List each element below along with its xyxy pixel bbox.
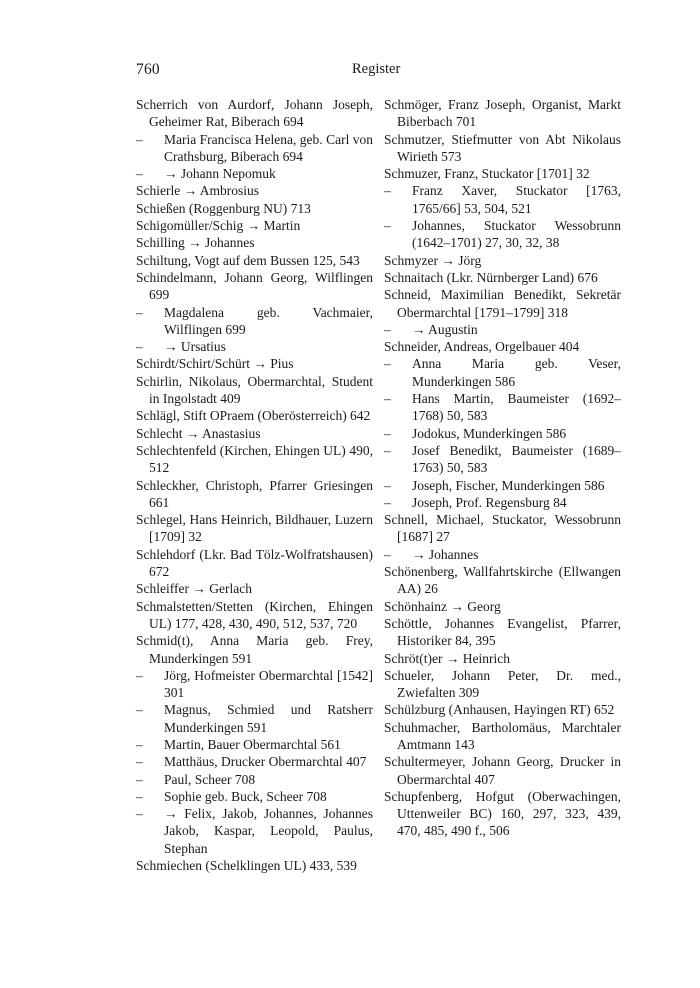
index-subentry [136, 338, 373, 355]
entry-text: Schierle → Ambrosius [136, 183, 259, 199]
entry-text: Schmalstetten/Stetten (Kirchen, Ehingen UL) 177, 428, 430, 490, 512, 537, 720 [136, 598, 373, 631]
index-entry [136, 425, 373, 442]
subentry-dash: – [384, 321, 391, 337]
index-subentry [384, 477, 621, 494]
entry-text: Schlechtenfeld (Kirchen, Ehingen UL) 490, 512 [136, 442, 373, 476]
entry-text: Schlägl, Stift OPraem (Oberösterreich) 642 [136, 408, 371, 424]
entry-text: Paul, Scheer 708 [164, 771, 256, 787]
entry-text: Jörg, Hofmeister Obermarchtal [1542] 301 [164, 667, 373, 701]
index-entry [136, 200, 373, 217]
entry-text: Schmutzer, Stiefmutter von Abt Nikolaus Wirieth 573 [384, 131, 621, 164]
entry-text: Joseph, Fischer, Munderkingen 586 [412, 477, 605, 493]
entry-text: Schönenberg, Wallfahrtskirche (Ellwangen AA) 26 [384, 564, 621, 597]
entry-text: Schilling → Johannes [136, 235, 255, 251]
index-entry [136, 857, 373, 874]
index-entry [384, 563, 621, 598]
entry-text: Hans Martin, Baumeister (1692–1768) 50, 583 [412, 391, 621, 424]
index-subentry [384, 355, 621, 390]
index-subentry [384, 546, 621, 563]
index-entry [136, 269, 373, 304]
entry-text: Schirlin, Nikolaus, Obermarchtal, Student in Ingolstadt 409 [136, 373, 373, 407]
subentry-dash: – [136, 771, 143, 787]
entry-text: Schöttle, Johannes Evangelist, Pfarrer, Historiker 84, 395 [384, 615, 621, 649]
entry-text: Franz Xaver, Stuckator [1763, 1765/66] 53, 504, 521 [412, 183, 621, 216]
index-column-right [384, 96, 621, 840]
index-entry [384, 269, 621, 286]
index-entry [384, 667, 621, 702]
index-subentry [136, 165, 373, 182]
entry-text: Schigomüller/Schig → Martin [136, 218, 301, 234]
index-entry [384, 598, 621, 615]
entry-text: Schönhainz → Georg [384, 598, 501, 614]
entry-text: Schleckher, Christoph, Pfarrer Griesingen 661 [136, 477, 373, 510]
subentry-dash: – [384, 218, 391, 234]
entry-text: Schneid, Maximilian Benedikt, Sekretär Obermarchtal [1791–1799] 318 [384, 287, 621, 320]
index-entry [384, 788, 621, 840]
entry-text: → Johannes [412, 546, 479, 562]
index-subentry [136, 771, 373, 788]
index-entry [384, 511, 621, 546]
subentry-dash: – [384, 391, 391, 407]
entry-text: Joseph, Prof. Regensburg 84 [412, 494, 567, 510]
entry-text: Schmyzer → Jörg [384, 252, 482, 268]
index-entry [384, 615, 621, 650]
subentry-dash: – [136, 702, 143, 718]
index-subentry [384, 442, 621, 477]
subentry-dash: – [384, 442, 391, 458]
index-subentry [384, 425, 621, 442]
index-subentry [384, 217, 621, 252]
subentry-dash: – [136, 754, 143, 770]
index-subentry [136, 788, 373, 805]
entry-text: Schneider, Andreas, Orgelbauer 404 [384, 339, 580, 355]
subentry-dash: – [136, 667, 143, 683]
entry-text: Schröt(t)er → Heinrich [384, 650, 510, 666]
entry-text: Schmöger, Franz Joseph, Organist, Markt Biberbach 701 [384, 97, 621, 130]
subentry-dash: – [136, 339, 143, 355]
index-subentry [136, 667, 373, 702]
entry-text: Schmuzer, Franz, Stuckator [1701] 32 [384, 166, 590, 182]
entry-text: Schupfenberg, Hofgut (Oberwachingen, Uttenweiler BC) 160, 297, 323, 439, 470, 485, 490 f., 506 [384, 788, 621, 839]
entry-text: Schuhmacher, Bartholomäus, Marchtaler Amtmann 143 [384, 719, 621, 752]
index-entry [136, 355, 373, 372]
entry-text: Schlecht → Anastasius [136, 425, 261, 441]
entry-text: Schlegel, Hans Heinrich, Bildhauer, Luzern [1709] 32 [136, 512, 373, 545]
entry-text: Schultermeyer, Johann Georg, Drucker in Obermarchtal 407 [384, 754, 621, 787]
index-subentry [136, 701, 373, 736]
index-subentry [136, 805, 373, 857]
index-subentry [136, 131, 373, 166]
index-entry [136, 217, 373, 234]
index-entry [136, 442, 373, 477]
entry-text: → Johann Nepomuk [164, 166, 276, 182]
entry-text: Schnell, Michael, Stuckator, Wessobrunn [1687] 27 [384, 512, 621, 545]
entry-text: Schueler, Johann Peter, Dr. med., Zwiefalten 309 [384, 667, 621, 701]
subentry-dash: – [384, 425, 391, 441]
index-entry [136, 234, 373, 251]
entry-text: Schnaitach (Lkr. Nürnberger Land) 676 [384, 269, 598, 285]
index-entry [384, 719, 621, 754]
entry-text: Anna Maria geb. Veser, Munderkingen 586 [412, 356, 621, 389]
index-subentry [136, 753, 373, 770]
entry-text: → Ursatius [164, 339, 226, 355]
subentry-dash: – [136, 166, 143, 182]
index-entry [384, 131, 621, 166]
entry-text: Schindelmann, Johann Georg, Wilflingen 699 [136, 269, 373, 303]
index-entry [384, 701, 621, 718]
entry-text: → Felix, Jakob, Johannes, Johannes Jakob, Kaspar, Leopold, Paulus, Stephan [164, 806, 373, 856]
subentry-dash: – [384, 477, 391, 493]
index-subentry [384, 321, 621, 338]
index-entry [136, 252, 373, 269]
index-entry [136, 580, 373, 597]
subentry-dash: – [136, 131, 143, 147]
entry-text: Jodokus, Munderkingen 586 [412, 425, 567, 441]
entry-text: Schleiffer → Gerlach [136, 581, 252, 597]
entry-text: Schirdt/Schirt/Schürt → Pius [136, 356, 294, 372]
entry-text: Schlehdorf (Lkr. Bad Tölz-Wolfratshausen) 672 [136, 546, 373, 580]
subentry-dash: – [384, 183, 391, 199]
index-entry [136, 546, 373, 581]
entry-text: → Augustin [412, 321, 478, 337]
entry-text: Maria Francisca Helena, geb. Carl von Crathsburg, Biberach 694 [164, 131, 373, 164]
index-subentry [384, 494, 621, 511]
entry-text: Josef Benedikt, Baumeister (1689–1763) 50, 583 [412, 442, 621, 476]
page-number: 760 [136, 61, 160, 78]
index-entry [136, 96, 373, 131]
entry-text: Schmiechen (Schelklingen UL) 433, 539 [136, 858, 357, 874]
index-entry [136, 407, 373, 424]
subentry-dash: – [136, 736, 143, 752]
entry-text: Martin, Bauer Obermarchtal 561 [164, 736, 341, 752]
index-subentry [136, 304, 373, 339]
index-subentry [384, 390, 621, 425]
entry-text: Schmid(t), Anna Maria geb. Frey, Munderkingen 591 [136, 633, 373, 666]
entry-text: Schiltung, Vogt auf dem Bussen 125, 543 [136, 252, 360, 268]
entry-text: Sophie geb. Buck, Scheer 708 [164, 788, 327, 804]
index-subentry [136, 736, 373, 753]
entry-text: Schülzburg (Anhausen, Hayingen RT) 652 [384, 702, 615, 718]
entry-text: Scherrich von Aurdorf, Johann Joseph, Geheimer Rat, Biberach 694 [136, 97, 373, 130]
index-entry [136, 477, 373, 512]
index-entry [384, 96, 621, 131]
subentry-dash: – [136, 806, 143, 822]
entry-text: Schießen (Roggenburg NU) 713 [136, 200, 311, 216]
index-entry [384, 753, 621, 788]
index-entry [384, 650, 621, 667]
index-entry [136, 598, 373, 633]
entry-text: Magnus, Schmied und Ratsherr Munderkingen 591 [164, 702, 373, 735]
entry-text: Johannes, Stuckator Wessobrunn (1642–1701) 27, 30, 32, 38 [412, 218, 621, 251]
index-subentry [384, 182, 621, 217]
index-entry [136, 373, 373, 408]
subentry-dash: – [384, 356, 391, 372]
index-entry [136, 182, 373, 199]
index-entry [384, 252, 621, 269]
subentry-dash: – [136, 788, 143, 804]
index-column-left [136, 96, 373, 874]
entry-text: Magdalena geb. Vachmaier, Wilflingen 699 [164, 304, 373, 337]
subentry-dash: – [136, 304, 143, 320]
index-entry [384, 338, 621, 355]
running-head: Register [352, 61, 401, 77]
index-entry [384, 286, 621, 321]
entry-text: Matthäus, Drucker Obermarchtal 407 [164, 754, 367, 770]
index-entry [384, 165, 621, 182]
index-entry [136, 632, 373, 667]
subentry-dash: – [384, 494, 391, 510]
index-entry [136, 511, 373, 546]
subentry-dash: – [384, 546, 391, 562]
